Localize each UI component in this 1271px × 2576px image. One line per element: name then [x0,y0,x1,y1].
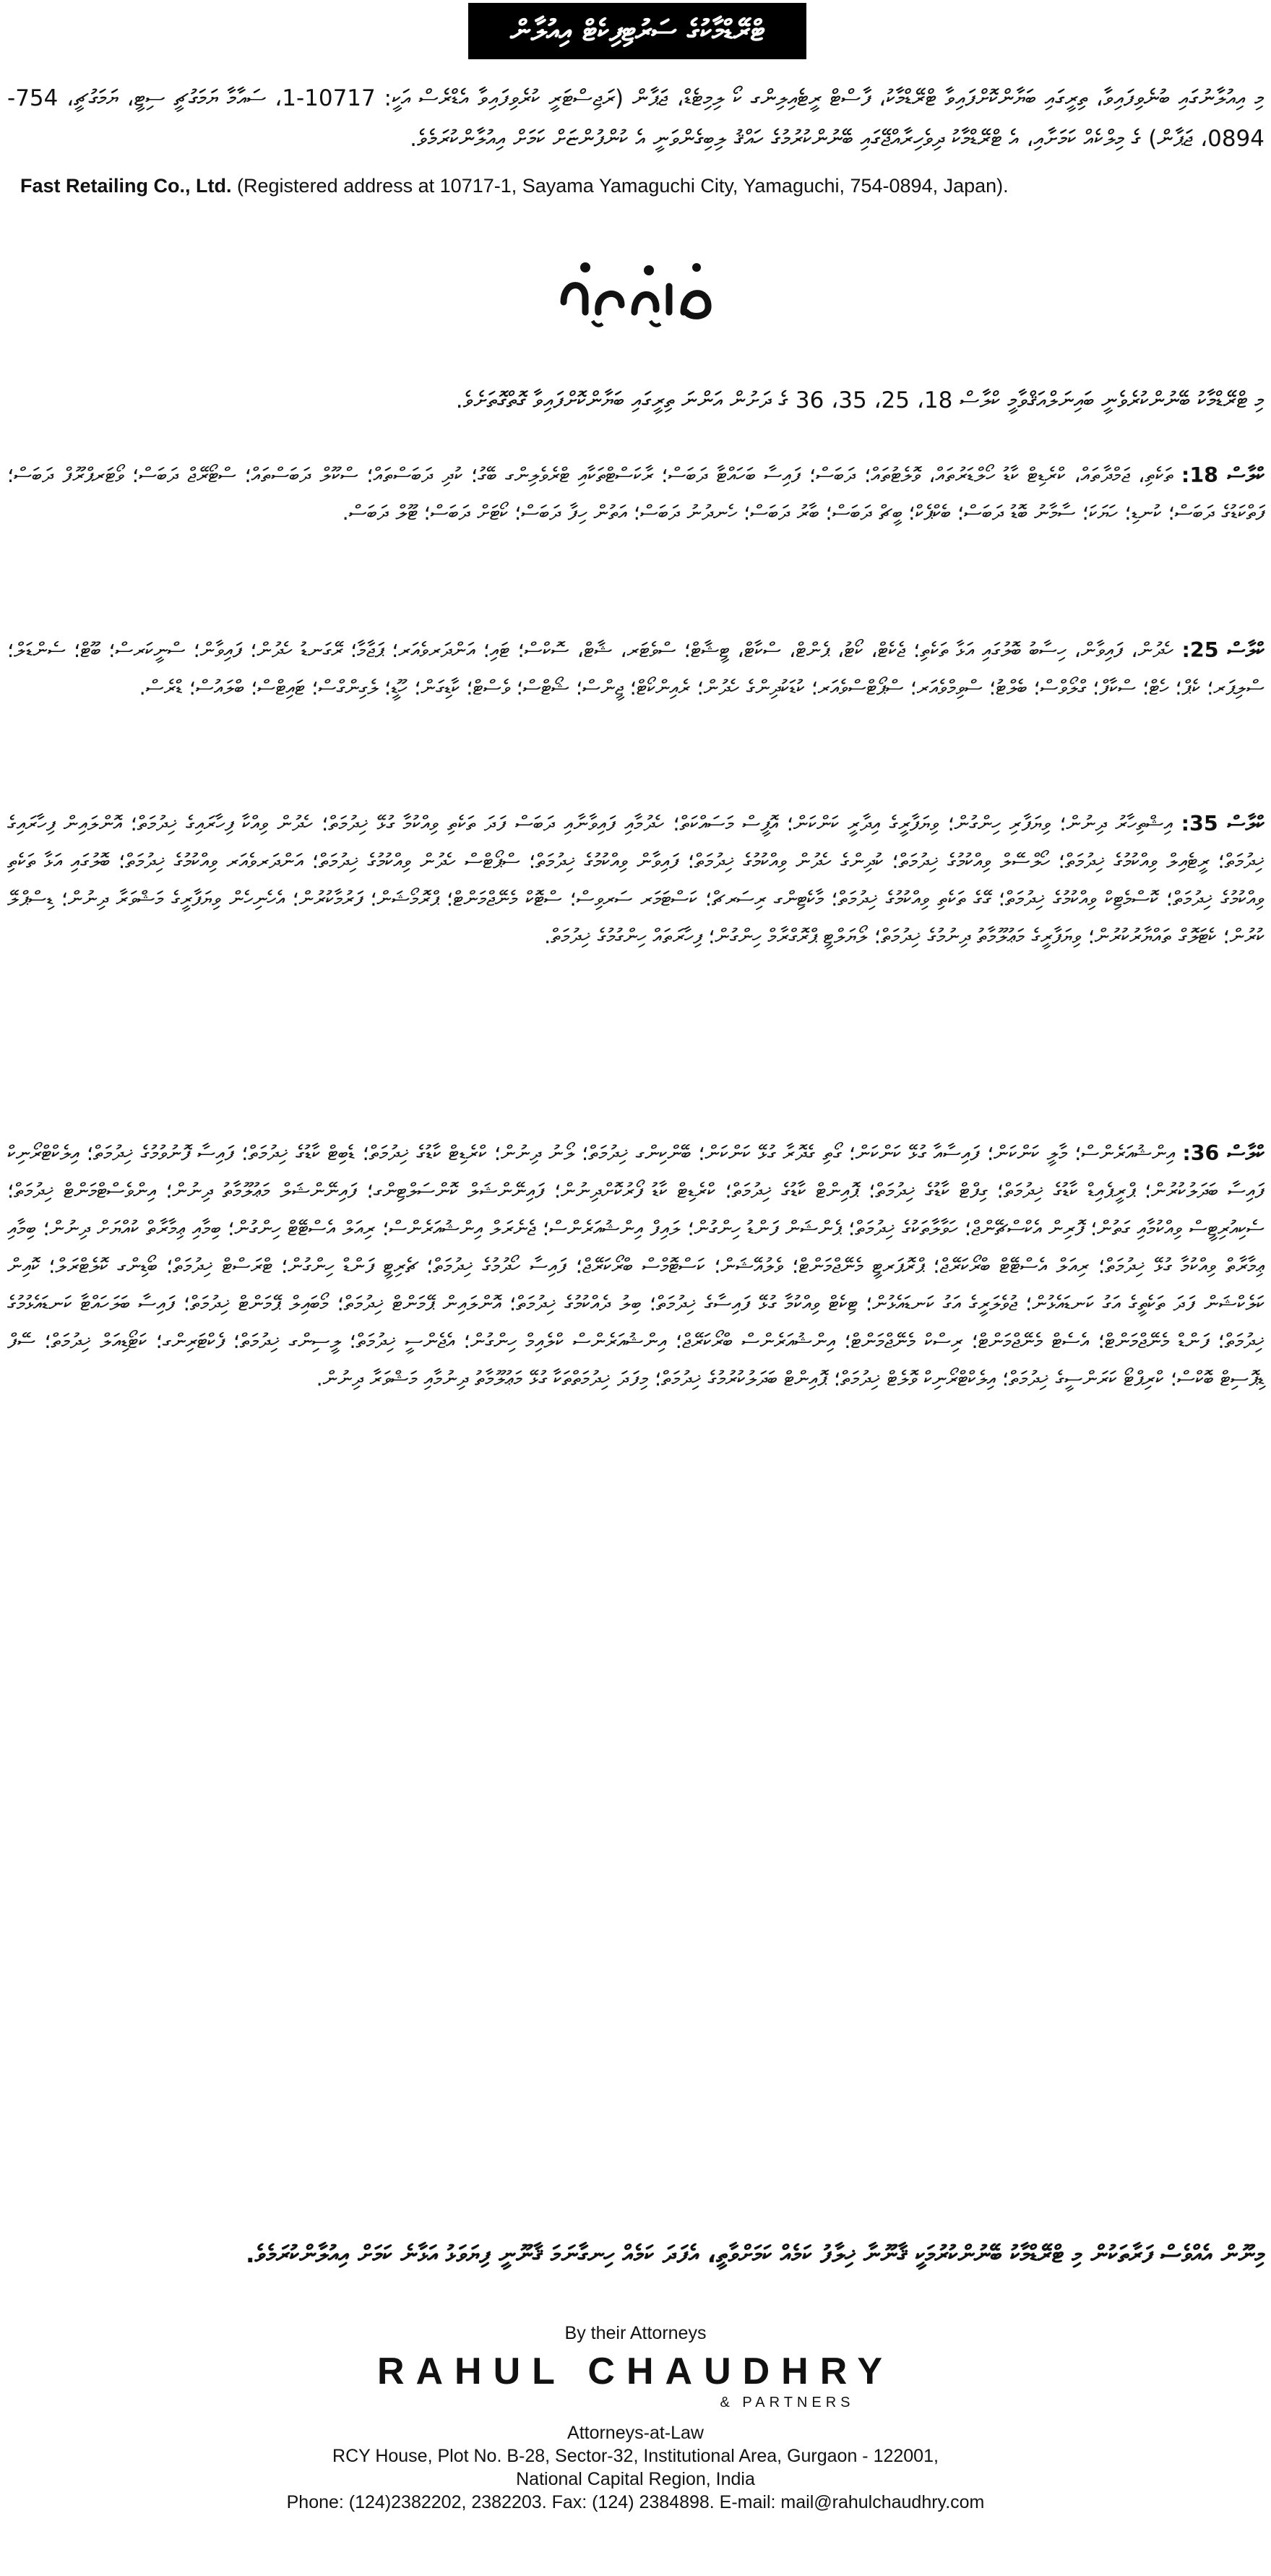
class-35-paragraph [7,805,1264,956]
classes-intro: މި ޓްރޭޑްމާކު ބޭނުންކުރެވެނީ ބައިނަލްއަޤްވާމީ ކްލާސް 18، 25، 35، 36 ގެ ދަށުން އަންނަ ތިރީގައި ބަޔާންކޮށްފައިވާ ގޮތްގޮތަށެވެ. [455,387,1264,413]
firm-subtitle: & PARTNERS [720,2395,855,2410]
class-25-paragraph [7,632,1264,707]
trademark-wordmark [535,239,737,347]
intro-paragraph: މި އިއުލާނުގައި ބުނެވިފައިވާ، ތިރީގައި ބަޔާންކޮށްފައިވާ ޓްރޭޑްމާކު، ފާސްޓް ރީޓެއިލިންގ ކޯ ލިމިޓެޑް، ޖަޕާން (ރަޖިސްޓަރީ ކުރެވިފައިވާ އެޑްރެސް އަކީ: 10717-1، ސައާމާ ޔަމަގުޗީ ސިޓީ، ޔަމަގުޗީ، 754-0894، ޖަޕާން) ގެ މިލްކެއް ކަމަށާއި، އެ ޓްރޭޑްމާކު ދިވެހިރާއްޖޭގައި ބޭނުންކުރުމުގެ ހައްޤު ލިބިގެންވަނީ އެ ކުންފުންޏަށް ކަމަށް އިއުލާންކުރަމެވެ. [7,85,1264,152]
class-35-label: ކްލާސް 35: [1181,812,1264,836]
class-36-text: އިންޝުއަރެންސް؛ މާލީ ކަންކަން؛ ފައިސާއާ ގުޅޭ ކަންކަން؛ ގޯތި ގެދޮރާ ގުޅޭ ކަންކަން؛ ބޭންކިންގ ޚިދުމަތް؛ ލޯނު ދިނުން؛ ކްރެޑިޓް ކާޑުގެ ޚިދުމަތް؛ ޑެބިޓް ކާޑުގެ ޚިދުމަތް؛ ފައިސާ ފޮނުވުމުގެ ޚިދުމަތް؛ އިލެކްޓްރޯނިކް ފައިސާ ބަދަލުކުރުން؛ ޕްރީޕެއިޑް ކާޑުގެ ޚިދުމަތް؛ ގިފްޓް ކާޑުގެ ޚިދުމަތް؛ ޕޮއިންޓް ކާޑުގެ ޚިދުމަތް؛ ކްރެޑިޓް ކާޑު ފޯރުކޮށްދިނުން؛ ފައިނޭންޝަލް ކޮންސަލްޓިންގ؛ ފައިނޭންޝަލް މަޢުލޫމާތު ދިނުން؛ އިންވެސްޓްމަންޓް ޚިދުމަތް؛ ސެކިއުރިޓީސް ވިއްކުމާއި ގަތުން؛ ފޮރިން އެކްސްޗޭންޖް؛ ހަވާލާތަކުގެ ޚިދުމަތް؛ ޕެންޝަން ފަންޑު ހިންގުން؛ ލައިފް އިންޝުއަރެންސް؛ ޖެނެރަލް އިންޝުއަރެންސް؛ ރިއަލް އެސްޓޭޓް ހިންގުން؛ ބިމާއި ޢިމާރާތް ކުއްޔަށް ދިނުން؛ ބިމާއި ޢިމާރާތް ވިއްކުމާ ގުޅޭ ޚިދުމަތް؛ ރިއަލް އެސްޓޭޓް ބްރޯކަރޭޖް؛ ޕްރޮޕަރޓީ މެނޭޖްމަންޓް؛ ވެލުއޭޝަން؛ ކަސްޓޮމްސް ބްރޯކަރޭޖް؛ ފައިސާ ހޯދުމުގެ ޚިދުމަތް؛ ޗެރިޓީ ފަންޑް ހިންގުން؛ ޓްރަސްޓް ޚިދުމަތް؛ ބޯޑިންގ ކޮލެޓްރަލް؛ ކޮއިން ކަލެކްޝަން ފަދަ ތަކެތީގެ އަގު ކަނޑައެޅުން؛ ޖުވެލަރީގެ އަގު ކަނޑައެޅުން؛ ޓިކެޓް ވިއްކުމާ ގުޅޭ ފައިސާގެ ޚިދުމަތް؛ ބިލު ދެއްކުމުގެ ޚިދުމަތް؛ އޮންލައިން ޕޭމަންޓް ޚިދުމަތް؛ މޯބައިލް ޕޭމަންޓް ޚިދުމަތް؛ ފައިސާ ބަލަހައްޓާ ކަނޑައެޅުމުގެ ޚިދުމަތް؛ ފަންޑް މެނޭޖްމަންޓް؛ އެސެޓް މެނޭޖްމަންޓް؛ ރިސްކް މެނޭޖްމަންޓް؛ އިންޝުއަރެންސް ބްރޯކަރޭޖް؛ އިންޝުއަރެންސް ކްލެއިމް ހިންގުން؛ އެޖެންސީ ޚިދުމަތް؛ ލީސިންގ ޚިދުމަތް؛ ފެކްޓަރިންގ؛ ކަޓޯޑިއަލް ޚިދުމަތް؛ ސޭފް ޑިޕޮސިޓް ބޮކްސް؛ ކްރިޕްޓޯ ކަރަންސީގެ ޚިދުމަތް؛ އިލެކްޓްރޯނިކް ވޮލެޓް ޚިދުމަތް؛ ޕޮއިންޓް ބަދަލުކުރުމުގެ ޚިދުމަތް؛ މިފަދަ ޚިދުމަތްތަކާ ގުޅޭ މަޢުލޫމާތު ދިނުމާއި މަޝްވަރާ ދިނުން. [7,1141,1264,1391]
class-18-label: ކްލާސް 18: [1181,463,1265,487]
firm-address-line-2: National Capital Region, India [516,2469,755,2489]
closing-statement: މިނޫން އެއްވެސް ފަރާތަކުން މި ޓްރޭޑްމާކު ބޭނުންކުރުމަކީ ޤާނޫނާ ޚިލާފު ކަމެއް ކަމަށްވާތީ، އެފަދަ ކަމެއް ހިނގާނަމަ ޤާނޫނީ ފިޔަވަޅު އަޅާނެ ކަމަށް އިއުލާންކުރަމެވެ. [246,2240,1264,2268]
class-36-paragraph [7,1135,1264,1398]
class-36-label: ކްލާސް 36: [1182,1141,1264,1165]
class-25-text: ހެދުން، ފައިވާން، ހިސާބު ބޮލުގައި އަޅާ ތަކެތި؛ ޖެކެޓް، ކޯޓު، ޕެންޓް، ސްކާޓް، ޓީޝާޓް؛ ސްވެޓަރ، ޝާޓް، ސޮކްސް؛ ޓައި؛ އަންދަރވެއަރ؛ ޕަޖާމާ؛ ރޭގަނޑު ހެދުން؛ ފައިވާން؛ ސްނީކަރސް؛ ބޫޓް؛ ސެންޑަލް؛ ސްލިޕަރ؛ ކެޕް؛ ހެޓް؛ ސްކާފް؛ ގްލޯވްސް؛ ބެލްޓު؛ ސްވިމްވެއަރ؛ ސްޕޯޓްސްވެއަރ؛ ކުޑަކުދިންގެ ހެދުން؛ ރެއިންކޯޓް؛ ޖީންސް؛ ޝޯޓްސް؛ ވެސްޓް؛ ކާޑިގަން؛ ހޫޑީ؛ ލެގިންގްސް؛ ޓައިޓްސް؛ ބްލައުސް؛ ޑްރެސް. [7,638,1264,700]
notice-title: ޓްރޭޑްމާކުގެ ސަރުޓިފިކެޓް އިއުލާން [468,3,806,59]
company-name-en: Fast Retailing Co., Ltd. [20,175,232,197]
firm-address-line-1: RCY House, Plot No. B-28, Sector-32, Institutional Area, Gurgaon - 122001, [332,2446,939,2466]
company-english [20,175,1263,197]
firm-role: Attorneys-at-Law [567,2423,704,2443]
by-line: By their Attorneys [564,2323,707,2343]
class-18-text: ތަކެތި، ޖަމްދާތައް، ކްރެޑިޓް ކާޑު ހޯލްޑަރުތައް، ވޮލެޓުތައް؛ ދަބަސް؛ ފައިސާ ބަހައްޓާ ދަބަސް؛ ރާކަސްޓްތަކާއި ޓްރެވެލިންގ ބޭގު؛ ކުދި ދަބަސްތައް؛ ސްކޫލް ދަބަސްތައް؛ ސްޓޯރޭޖް ދަބަސް؛ ވޯޓަރޕްރޫފް ދަބަސް؛ ފަތްކަޑުގެ ދަބަސް؛ ކުނޑި؛ ހަޔަކަ؛ ސާމާނު ބޮޑު ދަބަސް؛ ބެކްޕެކް؛ ބީޗް ދަބަސް؛ ބާރު ދަބަސް؛ ހެނދުނު ދަބަސް؛ އަތުން ހިފާ ދަބަސް؛ ކޯޓަށް ދަބަސް؛ ޓޫލް ދަބަސް. [7,463,1264,525]
attorney-footer [0,2322,1271,2514]
company-address-en: (Registered address at 10717-1, Sayama Yamaguchi City, Yamaguchi, 754-0894, Japan). [237,175,1009,197]
trademark-wordmark-graphic [542,246,730,340]
firm-name: RAHUL CHAUDHRY [376,2350,895,2392]
class-18-paragraph [7,457,1264,532]
firm-contact: Phone: (124)2382202, 2382203. Fax: (124) 2384898. E-mail: mail@rahulchaudhry.com [286,2492,985,2512]
class-25-label: ކްލާސް 25: [1181,638,1265,662]
class-35-text: އިޝްތިހާރު ދިނުން؛ ވިޔަފާރި ހިންގުން؛ ވިޔަފާރީގެ އިދާރީ ކަންކަން؛ އޮފީސް މަސައްކަތް؛ ހެދުމާއި ފައިވާނާއި ދަބަސް ފަދަ ތަކެތި ވިއްކުމާ ގުޅޭ ޚިދުމަތް؛ ހެދުން ވިއްކާ ފިހާރައިގެ ޚިދުމަތް؛ އޮންލައިން ފިހާރައިގެ ޚިދުމަތް؛ ރީޓެއިލް ވިއްކުމުގެ ޚިދުމަތް؛ ހޯލްސޭލް ވިއްކުމުގެ ޚިދުމަތް؛ ކުދިންގެ ހެދުން ވިއްކުމުގެ ޚިދުމަތް؛ ފައިވާން ވިއްކުމުގެ ޚިދުމަތް؛ ސްޕޯޓްސް ހެދުން ވިއްކުމުގެ ޚިދުމަތް؛ އަންދަރވެއަރ ވިއްކުމުގެ ޚިދުމަތް؛ ބޮލުގައި އަޅާ ތަކެތި ވިއްކުމުގެ ޚިދުމަތް؛ ކޮސްމެޓިކް ވިއްކުމުގެ ޚިދުމަތް؛ ގޭގެ ތަކެތި ވިއްކުމުގެ ޚިދުމަތް؛ މާކެޓިންގ ރިސަރޗް؛ ކަސްޓަމަރ ސަރވިސް؛ ސްޓޮކް މެނޭޖްމަންޓް؛ ޕްރޮމޯޝަން؛ ފަރުމާކުރުން؛ އެހެނިހެން ވިޔަފާރީގެ މަޝްވަރާ ދިނުން؛ ޑިސްޕްލޭ ކުރުން؛ ކެޓަލޮގް ތައްޔާރުކުރުން؛ ވިޔަފާރީގެ މަޢުލޫމާތު ދިނުމުގެ ޚިދުމަތް؛ ލޯޔަލްޓީ ޕްރޮގްރާމް ހިންގުން؛ ފިހާރަތައް ހިންގުމުގެ ޚިދުމަތް. [7,812,1264,948]
